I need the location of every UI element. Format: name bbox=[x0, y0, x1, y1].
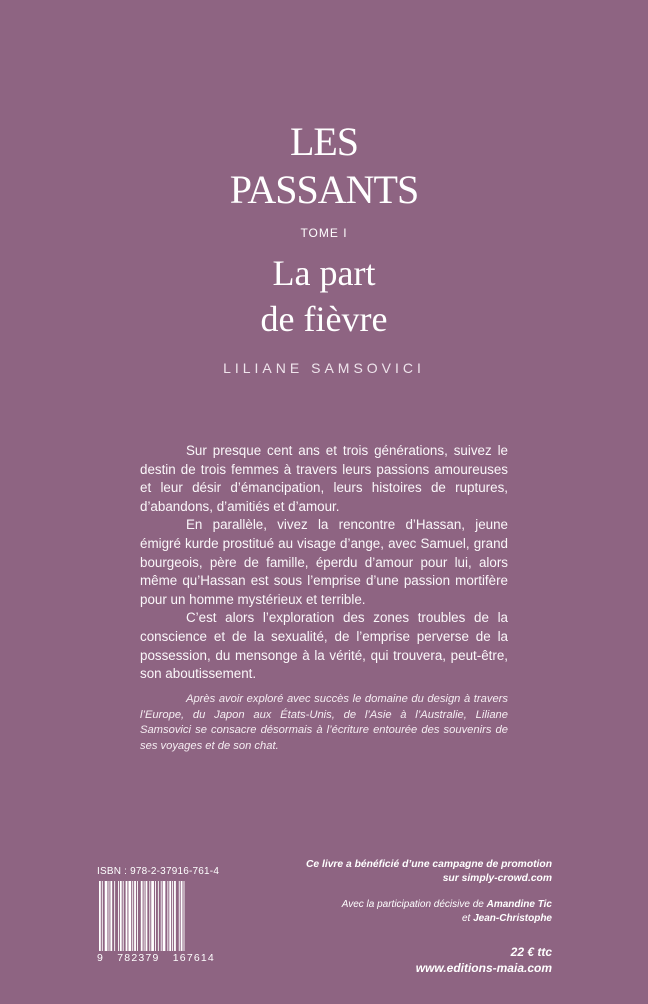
barcode-bar bbox=[99, 881, 101, 951]
series-title-line2: PASSANTS bbox=[229, 167, 419, 212]
barcode-bar bbox=[137, 881, 138, 951]
barcode-bar bbox=[109, 881, 110, 951]
barcode-bar bbox=[169, 881, 171, 951]
barcode-bar bbox=[123, 881, 124, 951]
barcode-bar bbox=[102, 881, 103, 951]
barcode-bar bbox=[118, 881, 119, 951]
participation-line1 bbox=[292, 898, 552, 912]
barcode-bar bbox=[149, 881, 150, 951]
barcode-bar bbox=[132, 881, 133, 951]
isbn-label: ISBN : 978-2-37916-761-4 bbox=[97, 866, 220, 877]
publisher-website[interactable]: www.editions-maia.com bbox=[415, 961, 552, 975]
barcode-bar bbox=[151, 881, 154, 951]
author-bio-text: Après avoir exploré avec succès le domaine du design à travers l’Europe, du Japon aux États-Unis, de l’Asie à l’Australie, Liliane Samsovici se consacre désormais à l’écriture entourée des souvenirs de ses voyages et de son chat. bbox=[140, 693, 508, 752]
synopsis-paragraph: En parallèle, vivez la rencontre d’Hassan, jeune émigré kurde prostitué au visage d’ange, avec Samuel, grand bourgeois, père de famille, éperdu d’amour pour lui, alors même qu’Hassan est sous l’emprise d’une passion mortifère pour un homme mystérieux et terrible. bbox=[140, 517, 508, 607]
barcode-bar bbox=[184, 881, 185, 951]
participation-note bbox=[292, 898, 552, 926]
barcode-bar bbox=[174, 881, 176, 951]
credits bbox=[292, 858, 552, 976]
book-subtitle bbox=[0, 250, 648, 342]
barcode-bar bbox=[120, 881, 122, 951]
author-name: LILIANE SAMSOVICI bbox=[223, 360, 425, 376]
price: 22 € ttc bbox=[510, 945, 552, 959]
participation-name1: Amandine Tic bbox=[486, 899, 552, 910]
promo-line2: sur simply-crowd.com bbox=[442, 873, 552, 884]
barcode-bar bbox=[110, 881, 112, 951]
barcode-bar bbox=[179, 881, 180, 951]
subtitle-line1: La part bbox=[272, 253, 376, 293]
barcode-bar bbox=[181, 881, 183, 951]
barcode-bar bbox=[126, 881, 128, 951]
barcode-bar bbox=[146, 881, 148, 951]
barcode-bar bbox=[144, 881, 145, 951]
series-title-line1: LES bbox=[289, 119, 359, 164]
participation-prefix: Avec la participation décisive de bbox=[341, 899, 487, 910]
barcode-bar bbox=[105, 881, 108, 951]
barcode-bar bbox=[167, 881, 168, 951]
barcode-digit-group1: 782379 bbox=[117, 952, 160, 964]
participation-name2: Jean-Christophe bbox=[473, 913, 552, 924]
barcode-digits bbox=[97, 952, 215, 964]
barcode-digit-first: 9 bbox=[97, 952, 105, 964]
synopsis-paragraph: C’est alors l’exploration des zones troubles de la conscience et de la sexualité, de l’emprise perverse de la possession, du mensonge à la vérité, qui trouvera, peut-être, son aboutissement. bbox=[140, 610, 508, 682]
synopsis bbox=[140, 442, 508, 684]
tome-label: TOME I bbox=[300, 226, 348, 240]
participation-join: et bbox=[461, 913, 474, 924]
barcode-digit-group2: 167614 bbox=[172, 952, 215, 964]
barcode-bar bbox=[141, 881, 143, 951]
participation-line2 bbox=[292, 912, 552, 926]
barcode-bar bbox=[158, 881, 159, 951]
barcode-bar bbox=[163, 881, 166, 951]
barcode bbox=[97, 881, 215, 953]
subtitle-line2: de fièvre bbox=[260, 299, 388, 339]
promo-note bbox=[292, 858, 552, 886]
barcode-bar bbox=[161, 881, 162, 951]
author-bio bbox=[140, 692, 508, 754]
barcode-bar bbox=[172, 881, 173, 951]
barcode-bar bbox=[128, 881, 131, 951]
synopsis-paragraph: Sur presque cent ans et trois générations, suivez le destin de trois femmes à travers leurs passions amoureuses et leur désir d’émancipation, leurs histoires de ruptures, d’abandons, d’amitiés et d’amour. bbox=[140, 443, 508, 514]
promo-line1: Ce livre a bénéficié d’une campagne de promotion bbox=[305, 859, 552, 870]
barcode-bar bbox=[134, 881, 136, 951]
barcode-bar bbox=[155, 881, 156, 951]
series-title bbox=[0, 118, 648, 214]
barcode-bar bbox=[114, 881, 115, 951]
